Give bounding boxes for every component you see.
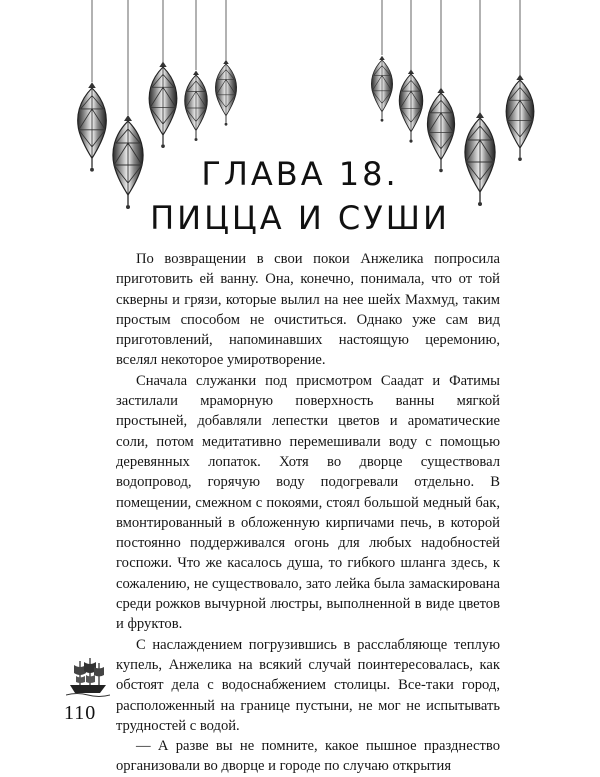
lantern-right-5 bbox=[506, 0, 534, 161]
lantern-left-4 bbox=[185, 0, 208, 141]
lantern-right-2 bbox=[399, 0, 422, 143]
paragraph: С наслаждением погрузившись в расслабляюще теплую купель, Анжелика на всякий случай поинтересовалась, как обстоят дела с водоснабжением столицы. Все-таки город, расположенный на границе пустыни, не мог не испытывать трудностей с водой. bbox=[116, 636, 500, 734]
lantern-right-1 bbox=[371, 0, 392, 122]
lantern-left-3 bbox=[149, 0, 177, 148]
lantern-right-3 bbox=[427, 0, 454, 172]
ship-icon bbox=[66, 655, 110, 697]
lantern-left-2 bbox=[113, 0, 143, 209]
chapter-body bbox=[116, 249, 500, 777]
lantern-left-5 bbox=[215, 0, 236, 126]
page-number: 110 bbox=[64, 702, 97, 724]
paragraph: — А разве вы не помните, какое пышное празднество организовали во дворце и городе по случаю открытия bbox=[116, 738, 500, 775]
lantern-right-4 bbox=[465, 0, 495, 206]
paragraph: По возвращении в свои покои Анжелика попросила приготовить ей ванну. Она, конечно, понимала, что от той скверны и грязи, которые вылил на нее шейх Махмуд, таким простым способом не очиститься. Однако уже сам вид приготовлений, напоминавших настоящую церемонию, вселял некоторое умиротворение. bbox=[116, 251, 500, 369]
chapter-title-line-2: ПИЦЦА И СУШИ bbox=[150, 199, 450, 237]
lantern-left-1 bbox=[78, 0, 107, 172]
chapter-title-line-1: ГЛАВА 18. bbox=[201, 155, 399, 193]
chapter-title bbox=[150, 152, 450, 240]
paragraph: Сначала служанки под присмотром Саадат и Фатимы застилали мраморную поверхность ванны мягкой простыней, добавляли лепестки цветов и ароматические соли, потом медитативно перемешивали воду с помощью деревянных лопаток. Хотя во дворце существовал водопровод, горячую воду подогревали отдельно. В помещении, смежном с покоями, стоял большой медный бак, вмонтированный в обложенную кирпичами печь, в которой постоянно поддерживался огонь для любых надобностей госпожи. Что же касалось душа, то гибкого шланга здесь, к сожалению, не существовало, зато лейка была замаскирована среди рожков вычурной люстры, выполненной в виде цветов и фруктов. bbox=[116, 372, 500, 633]
